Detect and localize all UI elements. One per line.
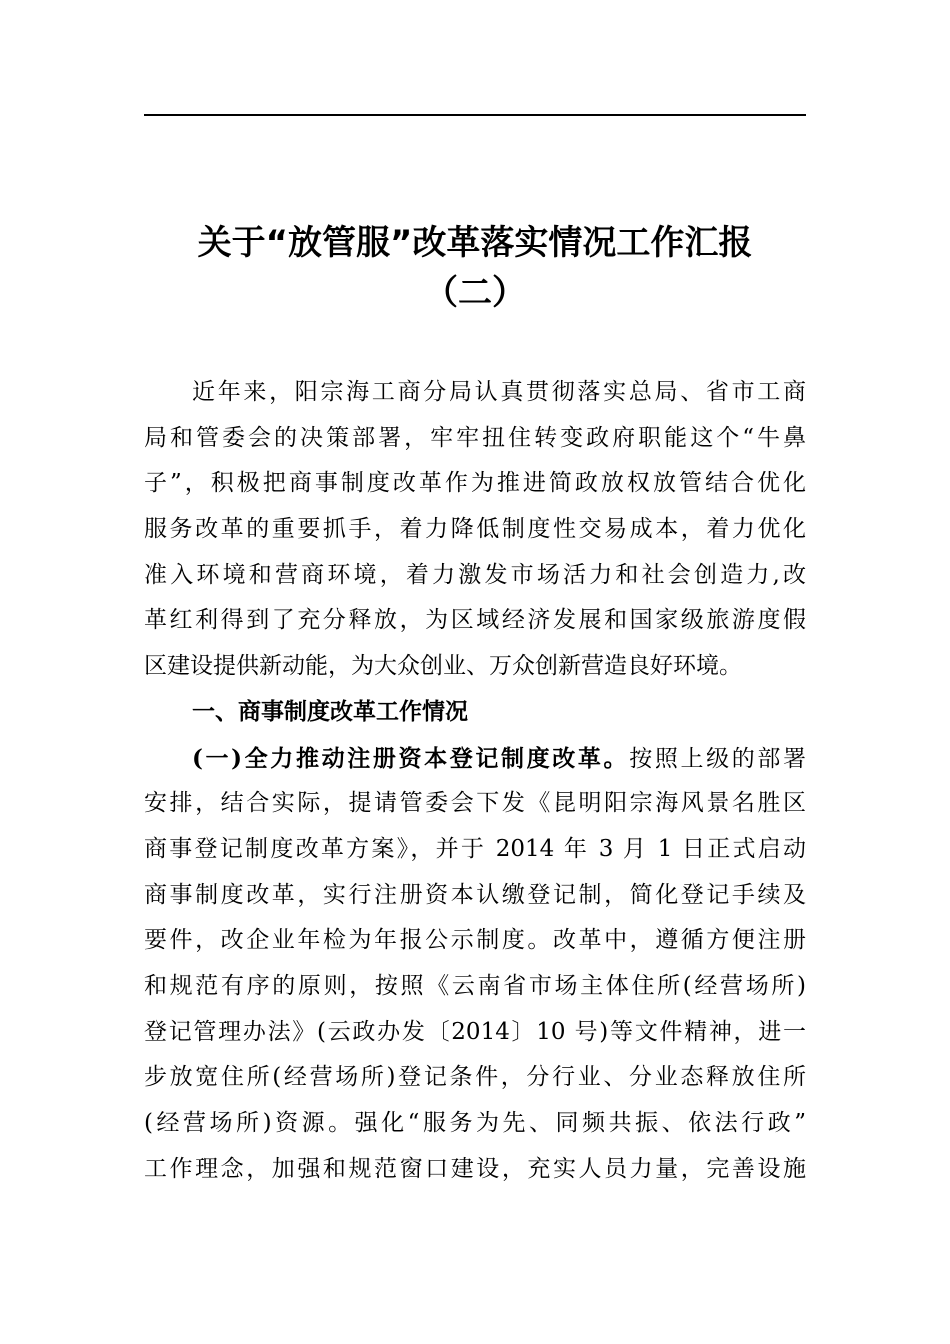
intro-line: 局和管委会的决策部署，牢牢扭住转变政府职能这个“牛鼻: [144, 424, 806, 451]
body-line: 商事制度改革，实行注册资本认缴登记制，简化登记手续及: [144, 881, 806, 908]
title-line-2: （二）: [424, 273, 526, 313]
body-line: (经营场所)资源。强化“服务为先、同频共振、依法行政”: [144, 1110, 806, 1136]
body-line: 安排，结合实际，提请管委会下发《昆明阳宗海风景名胜区: [144, 790, 806, 817]
body-line: 和规范有序的原则，按照《云南省市场主体住所(经营场所): [144, 972, 806, 999]
document-body: [144, 370, 806, 1192]
intro-line: 准入环境和营商环境，着力激发市场活力和社会创造力,改: [144, 561, 806, 588]
intro-line: 区建设提供新动能，为大众创业、万众创新营造良好环境。: [144, 653, 742, 680]
subsection-lead-rest: 按照上级的部署: [629, 745, 807, 772]
intro-line: 近年来，阳宗海工商分局认真贯彻落实总局、省市工商: [192, 379, 806, 405]
intro-line: 服务改革的重要抓手，着力降低制度性交易成本，着力优化: [144, 516, 806, 543]
header-rule: [144, 114, 806, 116]
intro-line: 革红利得到了充分释放，为区域经济发展和国家级旅游度假: [144, 607, 806, 634]
body-line: 工作理念，加强和规范窗口建设，充实人员力量，完善设施: [144, 1155, 806, 1182]
title-line-1: 关于“放管服”改革落实情况工作汇报: [197, 223, 753, 263]
body-line: 步放宽住所(经营场所)登记条件，分行业、分业态释放住所: [144, 1064, 806, 1091]
section-heading: 一、商事制度改革工作情况: [192, 698, 468, 725]
body-line: 要件，改企业年检为年报公示制度。改革中，遵循方便注册: [144, 927, 806, 954]
document-title: [120, 218, 830, 318]
body-line: 商事登记制度改革方案》，并于 2014 年 3 月 1 日正式启动: [144, 835, 806, 862]
subsection-lead: (一)全力推动注册资本登记制度改革。: [192, 744, 630, 772]
subsection-first-line: [144, 736, 806, 782]
body-line: 登记管理办法》(云政办发〔2014〕10 号)等文件精神，进一: [144, 1018, 806, 1045]
intro-line: 子”，积极把商事制度改革作为推进简政放权放管结合优化: [144, 470, 806, 497]
